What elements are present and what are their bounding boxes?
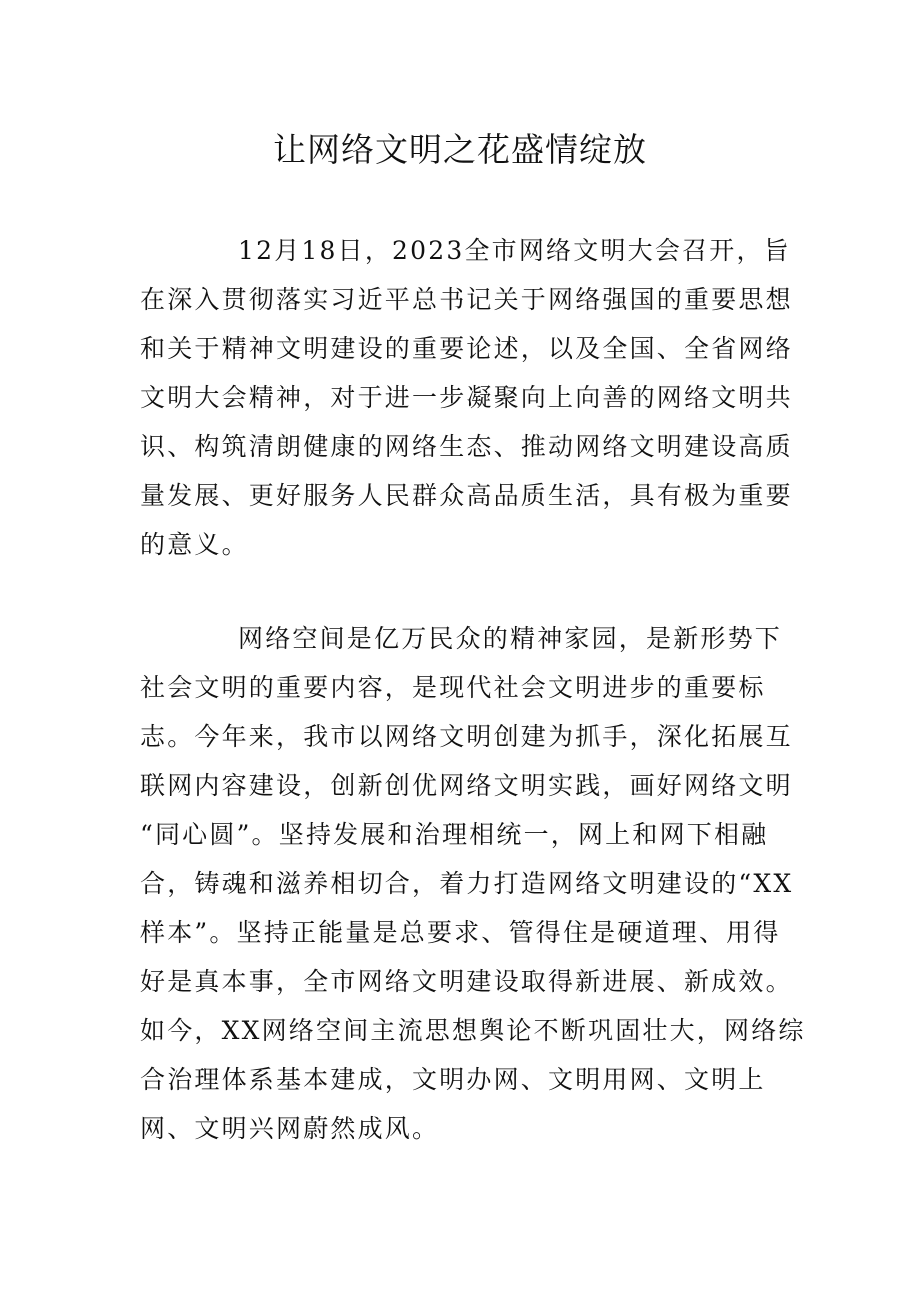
- paragraph-2: [140, 614, 806, 1153]
- paragraph-line: 网络空间是亿万民众的精神家园，是新形势下: [238, 624, 783, 653]
- paragraph-line: “同心圆”。坚持发展和治理相统一，网上和网下相融: [140, 820, 769, 849]
- paragraph-line: 合，铸魂和滋养相切合，着力打造网络文明建设的“XX: [140, 869, 794, 898]
- paragraph-line: 在深入贯彻落实习近平总书记关于网络强国的重要思想: [140, 285, 793, 314]
- paragraph-1: [140, 226, 793, 569]
- paragraph-line: 量发展、更好服务人民群众高品质生活，具有极为重要: [140, 481, 793, 510]
- paragraph-line: 网、文明兴网蔚然成风。: [140, 1114, 440, 1143]
- paragraph-line: 联网内容建设，创新创优网络文明实践，画好网络文明: [140, 771, 793, 800]
- paragraph-line: 好是真本事，全市网络文明建设取得新进展、新成效。: [140, 967, 793, 996]
- paragraph-line: 志。今年来，我市以网络文明创建为抓手，深化拓展互: [140, 722, 793, 751]
- paragraph-line: 和关于精神文明建设的重要论述，以及全国、全省网络: [140, 334, 793, 363]
- paragraph-line: 文明大会精神，对于进一步凝聚向上向善的网络文明共: [140, 383, 793, 412]
- paragraph-line: 的意义。: [140, 530, 249, 559]
- paragraph-line: 样本”。坚持正能量是总要求、管得住是硬道理、用得: [140, 918, 781, 947]
- paragraph-line: 合治理体系基本建成，文明办网、文明用网、文明上: [140, 1065, 766, 1094]
- paragraph-line: 12月18日，2023全市网络文明大会召开，旨: [238, 236, 791, 265]
- paragraph-line: 社会文明的重要内容，是现代社会文明进步的重要标: [140, 673, 766, 702]
- paragraph-line: 如今，XX网络空间主流思想舆论不断巩固壮大，网络综: [140, 1016, 806, 1045]
- paragraph-line: 识、构筑清朗健康的网络生态、推动网络文明建设高质: [140, 432, 793, 461]
- document-title: 让网络文明之花盛情绽放: [273, 130, 647, 169]
